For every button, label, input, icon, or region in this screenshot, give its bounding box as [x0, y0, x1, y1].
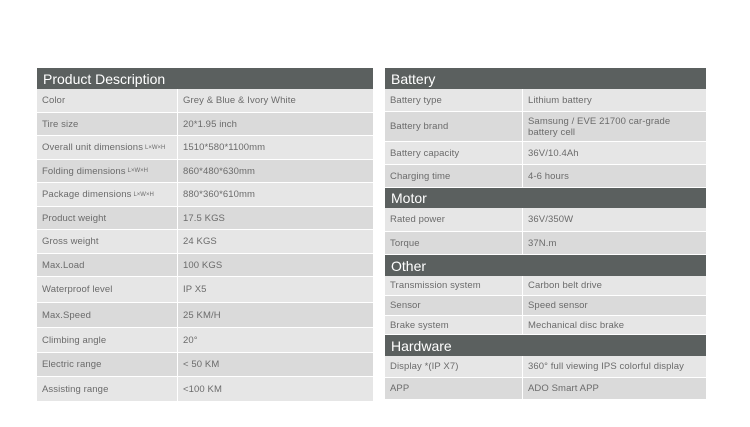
spec-value: 17.5 KGS: [183, 212, 225, 224]
spec-label: Folding dimensions: [42, 165, 126, 177]
spec-label-cell: [385, 356, 523, 377]
spec-value: 880*360*610mm: [183, 189, 256, 200]
spec-label-cell: [37, 303, 178, 327]
spec-value: Mechanical disc brake: [528, 319, 625, 331]
motor-header: Motor: [385, 188, 706, 208]
spec-row: [385, 232, 706, 255]
battery-header: Battery: [385, 68, 706, 89]
spec-label: Battery capacity: [390, 147, 460, 159]
spec-value: Carbon belt drive: [528, 280, 603, 291]
spec-value: Speed sensor: [528, 300, 588, 311]
spec-row: [385, 208, 706, 232]
spec-label: Waterproof level: [42, 284, 113, 295]
spec-label-cell: [37, 160, 178, 182]
spec-label: APP: [390, 383, 410, 394]
spec-label-cell: [385, 165, 523, 187]
spec-label-cell: [37, 207, 178, 229]
product-description-table: [37, 68, 373, 402]
spec-row: [385, 112, 706, 142]
spec-label: Display *(IP X7): [390, 361, 459, 372]
spec-row: [37, 160, 373, 183]
spec-value: 360° full viewing IPS colorful display: [528, 361, 684, 372]
spec-value: 100 KGS: [183, 259, 223, 271]
spec-row: [37, 328, 373, 353]
spec-label: Product weight: [42, 212, 107, 224]
hardware-header: Hardware: [385, 335, 706, 356]
spec-label: Climbing angle: [42, 334, 107, 346]
spec-label-cell: [37, 89, 178, 112]
spec-label-cell: [37, 254, 178, 276]
spec-value: 36V/350W: [528, 214, 574, 225]
spec-row: [385, 316, 706, 335]
spec-label-unit: L×W×H: [127, 168, 148, 174]
spec-label: Gross weight: [42, 236, 99, 247]
spec-row: [385, 276, 706, 296]
spec-value: 20°: [183, 334, 198, 346]
spec-label: Battery brand: [390, 121, 449, 132]
hardware-rows: [385, 356, 706, 400]
motor-rows: [385, 208, 706, 255]
spec-label-cell: [37, 113, 178, 135]
spec-label: Electric range: [42, 359, 102, 370]
spec-label-cell: [37, 230, 178, 253]
spec-row: [37, 230, 373, 254]
spec-row: [385, 296, 706, 316]
spec-row: [385, 378, 706, 400]
spec-label: Torque: [390, 237, 420, 249]
spec-row: [37, 254, 373, 277]
spec-row: [385, 142, 706, 165]
spec-label-cell: [385, 378, 523, 399]
spec-value: ADO Smart APP: [528, 383, 599, 394]
spec-value: < 50 KM: [183, 359, 220, 370]
spec-label-cell: [385, 208, 523, 231]
spec-row: [385, 165, 706, 188]
other-rows: [385, 276, 706, 335]
spec-label-cell: [37, 353, 178, 376]
spec-value: Grey & Blue & Ivory White: [183, 95, 296, 106]
spec-label: Rated power: [390, 214, 445, 225]
spec-value: Samsung / EVE 21700 car-grade battery cell: [528, 115, 671, 138]
spec-row: [37, 183, 373, 207]
spec-row: [37, 89, 373, 113]
spec-value: 4-6 hours: [528, 170, 570, 182]
spec-label-cell: [37, 183, 178, 206]
spec-row: [37, 113, 373, 136]
spec-label-cell: [385, 142, 523, 164]
spec-label-cell: [385, 296, 523, 315]
other-header: Other: [385, 255, 706, 276]
spec-value: 860*480*630mm: [183, 165, 256, 177]
spec-label: Transmission system: [390, 280, 481, 291]
spec-label: Tire size: [42, 118, 79, 130]
spec-label: Charging time: [390, 170, 451, 182]
spec-label: Max.Speed: [42, 309, 91, 321]
spec-value: 25 KM/H: [183, 309, 221, 321]
spec-label: Sensor: [390, 300, 421, 311]
spec-value: 24 KGS: [183, 236, 217, 247]
spec-row: [37, 377, 373, 402]
spec-row: [37, 353, 373, 377]
spec-value: 1510*580*1100mm: [183, 142, 266, 153]
spec-label-cell: [385, 316, 523, 334]
spec-value: <100 KM: [183, 383, 222, 395]
spec-label-unit: L×W×H: [145, 144, 166, 151]
battery-rows: [385, 89, 706, 188]
product-description-header: Product Description: [37, 68, 373, 89]
spec-label: Brake system: [390, 319, 449, 331]
spec-value: IP X5: [183, 284, 207, 295]
spec-label: Battery type: [390, 94, 442, 106]
spec-row: [385, 89, 706, 112]
spec-row: [37, 207, 373, 230]
spec-value: 36V/10.4Ah: [528, 147, 579, 159]
spec-label-cell: [385, 276, 523, 295]
spec-value: 20*1.95 inch: [183, 118, 238, 130]
spec-label: Package dimensions: [42, 189, 132, 200]
spec-label-cell: [37, 328, 178, 352]
spec-value: Lithium battery: [528, 94, 592, 106]
spec-label-cell: [37, 277, 178, 302]
spec-label: Color: [42, 95, 66, 106]
spec-label: Assisting range: [42, 383, 109, 395]
spec-row: [37, 277, 373, 303]
spec-label: Max.Load: [42, 259, 85, 271]
spec-row: [385, 356, 706, 378]
spec-label-cell: [385, 232, 523, 254]
specs-right-column: [385, 68, 706, 400]
spec-label: Overall unit dimensions: [42, 142, 144, 153]
product-description-rows: [37, 89, 373, 402]
spec-label-unit: L×W×H: [133, 191, 154, 198]
spec-label-cell: [37, 377, 178, 401]
spec-label-cell: [37, 136, 178, 159]
spec-label-cell: [385, 89, 523, 111]
spec-value: 37N.m: [528, 237, 557, 249]
spec-label-cell: [385, 112, 523, 141]
spec-row: [37, 136, 373, 160]
spec-row: [37, 303, 373, 328]
